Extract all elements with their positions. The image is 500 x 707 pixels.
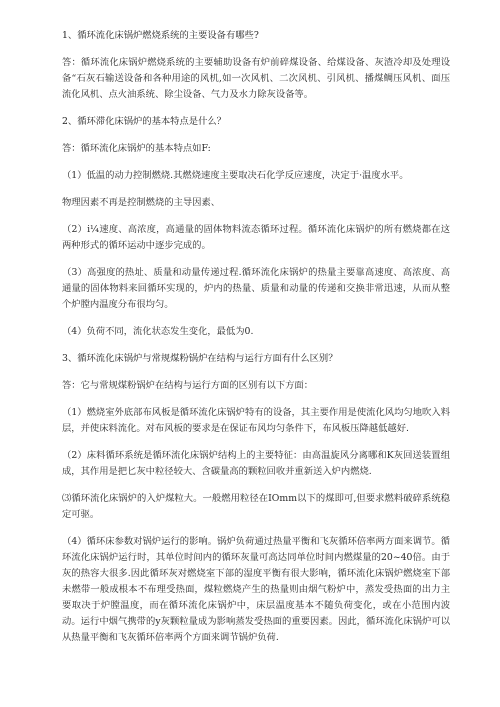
question-2-heading: 2、循环滞化床锅炉的基本特点是什么？ <box>62 116 226 127</box>
answer-3-point-3: ⑶循环流化床锅炉的入炉煤粒大。一般燃用粒径在IOmm以下的煤即可,但要求燃料破碎系统稳定可驱。 <box>62 493 450 520</box>
answer-3-point-1: （1）燃烧室外底部布风板是循环流化床锅炉特有的设备，其主要作用是使流化风均匀地吹入料层，并使床料流化。对布风板的要求是在保证布风均匀条件下，布风板压降越低越好. <box>62 407 450 434</box>
answer-2-point-3: （3）高强度的热址、质量和动量传递过程.循环流化床锅炉的热量主要靠高速度、高浓度、高通量的固体物料来回循环实现的，炉内的热量、质量和动量的传递和交换非常迅速，从而从整个炉膛内温度分布很均匀。 <box>62 267 450 310</box>
answer-2-point-2: （2）i¼速度、高浓度，高通量的固体物料流态循环过程。循环流化床锅炉的所有燃烧都在这两种形式的循环运动中逐步完成的。 <box>62 224 450 251</box>
document-page <box>62 28 450 655</box>
answer-3-point-2: （2）床料循环系统是循环流化床锅炉结构上的主要特征：由高温旋风分离哪和K灰回送装置组成，其作用是把匕灰中粒径较大、含碳量高的颗粒回收并重新送入炉内燃烧. <box>62 450 450 477</box>
answer-2-point-1-note: 物理因素不再是控制燃烧的主导因素、 <box>62 197 221 208</box>
question-3-heading: 3、循环流化床锅炉与常规煤粉锅炉在结构与运行方面有什么区别？ <box>62 353 338 364</box>
question-1-heading: 1、循环流化床锅炉燃烧系统的主要设备有哪些? <box>62 30 259 41</box>
answer-2-intro: 答：循环流化床锅炉的基本特点如F: <box>62 143 211 154</box>
answer-2-point-1: （1）低温的动力控制燃烧.其燃烧速度主要取决石化学反应速度，决定于·温度水平。 <box>62 170 409 181</box>
answer-1-paragraph: 答：循环流化床锅炉燃烧系统的主要辅助设备有炉前碎煤设备、给煤设备、灰渣冷却及处理设备“石灰石输送设备和各种用途的风机,如一次风机、二次风机、引风机、播煤鲷压风机、面压流化风机、点火油系统、除尘设备、气力及水力除灰设备等。 <box>62 57 450 100</box>
answer-2-point-4: （4）负荷不同，流化状态发生变化，最低为0. <box>62 326 254 337</box>
answer-3-point-4: （4）循环床参数对锅炉运行的影响。锅炉负荷通过热量平衡和飞灰循环倍率两方面来调节。循环流化床锅炉运行时，其单位时间内的循环灰量可高达同单位时间内燃煤量的20~40倍。由于灰的热容大很多.因此循环灰对燃烧室下部的湿度平衡有很大影响，循环流化床锅炉燃烧室下部未燃带一般成根本不布理受热面，煤粒燃烧产生的热量则由烟气粉炉中，蒸发受热面的出力主要取决于炉膛温度，而在循环流化床锅炉中，床层温度基本不随负荷变化，或在小范围内波动。运行中烟气携带的y灰颗粒量成为影响蒸发受热面的重要因素。因此，循环流化床锅炉可以从热量平衡和飞灰循环倍率两个方面来调节锅炉负荷. <box>62 536 450 643</box>
answer-3-intro: 答：它与常规煤粉锅炉在结构与运行方面的区别有以下方面： <box>62 380 314 391</box>
